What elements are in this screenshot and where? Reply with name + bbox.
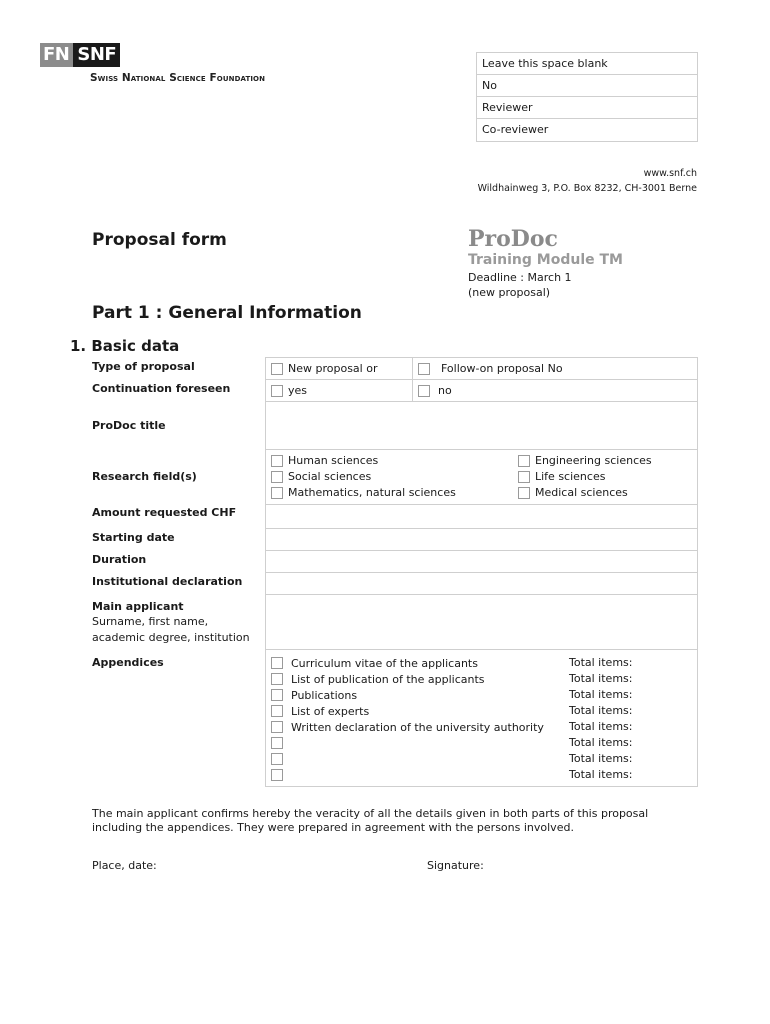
option-math-natural[interactable]: [271, 486, 456, 499]
label-continuation: Continuation foreseen: [92, 382, 231, 395]
label-appendices: Appendices: [92, 656, 164, 669]
label-duration: Duration: [92, 553, 147, 566]
checkbox-no[interactable]: [418, 385, 430, 397]
option-follow-on-label: Follow-on proposal No: [441, 362, 563, 375]
appendix-total-items: Total items:: [569, 656, 633, 669]
cell-no: [412, 379, 698, 402]
appendix-total-items: Total items:: [569, 736, 633, 749]
option-yes-label: yes: [288, 384, 308, 397]
appendix-item[interactable]: [271, 687, 357, 703]
office-row-no: No: [477, 75, 697, 97]
deadline-note: (new proposal): [468, 286, 551, 299]
logo-fn: FN: [40, 43, 73, 67]
logo-snf: SNF: [73, 43, 120, 67]
label-prodoc-title: ProDoc title: [92, 419, 166, 432]
logo-mark: [40, 43, 120, 67]
label-amount: Amount requested CHF: [92, 506, 237, 519]
confirmation-statement: The main applicant confirms hereby the veracity of all the details given in both parts of this proposal including the appendices. They were prepared in agreement with the persons involved.: [92, 807, 649, 834]
label-main-applicant-sub2: academic degree, institution: [92, 631, 250, 644]
appendix-checkbox[interactable]: [271, 657, 283, 669]
appendix-total-items: Total items:: [569, 688, 633, 701]
office-row-reviewer: Reviewer: [477, 97, 697, 119]
appendix-label: Written declaration of the university authority: [291, 720, 544, 734]
appendix-label: List of experts: [291, 704, 370, 718]
option-new-proposal[interactable]: [271, 362, 377, 375]
module-title: Training Module TM: [468, 252, 623, 268]
appendix-checkbox[interactable]: [271, 753, 283, 765]
checkbox-engineering-sciences[interactable]: [518, 455, 530, 467]
appendix-checkbox[interactable]: [271, 689, 283, 701]
appendix-checkbox[interactable]: [271, 673, 283, 685]
appendix-item[interactable]: [271, 767, 291, 783]
appendix-item[interactable]: [271, 751, 291, 767]
appendix-item[interactable]: [271, 735, 291, 751]
label-main-applicant: Main applicant: [92, 600, 184, 613]
appendix-total-items: Total items:: [569, 768, 633, 781]
checkbox-human-sciences[interactable]: [271, 455, 283, 467]
appendix-label: List of publication of the applicants: [291, 672, 485, 686]
website-link[interactable]: www.snf.ch: [643, 168, 697, 179]
appendix-total-items: Total items:: [569, 672, 633, 685]
checkbox-social-sciences[interactable]: [271, 471, 283, 483]
option-no[interactable]: [418, 384, 452, 397]
office-row-coreviewer: Co-reviewer: [482, 123, 549, 136]
form-title: Proposal form: [92, 230, 227, 250]
appendix-label: Publications: [291, 688, 358, 702]
postal-address: Wildhainweg 3, P.O. Box 8232, CH-3001 Berne: [477, 183, 697, 194]
option-medical-sciences-label: Medical sciences: [535, 486, 628, 499]
option-engineering-sciences-label: Engineering sciences: [535, 454, 652, 467]
option-math-natural-label: Mathematics, natural sciences: [288, 486, 456, 499]
option-engineering-sciences[interactable]: [518, 454, 652, 467]
appendix-total-items: Total items:: [569, 704, 633, 717]
option-life-sciences[interactable]: [518, 470, 605, 483]
appendix-item[interactable]: [271, 703, 369, 719]
checkbox-math-natural[interactable]: [271, 487, 283, 499]
deadline-text: Deadline : March 1: [468, 271, 572, 284]
option-human-sciences-label: Human sciences: [288, 454, 379, 467]
option-social-sciences-label: Social sciences: [288, 470, 372, 483]
appendix-checkbox[interactable]: [271, 705, 283, 717]
checkbox-life-sciences[interactable]: [518, 471, 530, 483]
logo-org-name: Swiss National Science Foundation: [90, 72, 266, 84]
appendix-item[interactable]: [271, 719, 544, 735]
option-yes[interactable]: [271, 384, 307, 397]
office-row-blank: Leave this space blank: [477, 53, 697, 75]
appendix-checkbox[interactable]: [271, 737, 283, 749]
program-title: ProDoc: [468, 226, 558, 252]
checkbox-yes[interactable]: [271, 385, 283, 397]
checkbox-new-proposal[interactable]: [271, 363, 283, 375]
label-main-applicant-sub1: Surname, first name,: [92, 615, 209, 628]
deadline: [468, 270, 572, 300]
option-follow-on[interactable]: [418, 362, 563, 375]
option-life-sciences-label: Life sciences: [535, 470, 606, 483]
checkbox-follow-on[interactable]: [418, 363, 430, 375]
option-no-label: no: [438, 384, 452, 397]
appendix-item[interactable]: [271, 655, 478, 671]
option-social-sciences[interactable]: [271, 470, 371, 483]
duration-field[interactable]: [265, 550, 698, 573]
section-title: 1. Basic data: [70, 337, 180, 355]
label-type-of-proposal: Type of proposal: [92, 360, 195, 373]
amount-field[interactable]: [265, 504, 698, 529]
option-medical-sciences[interactable]: [518, 486, 628, 499]
option-human-sciences[interactable]: [271, 454, 378, 467]
office-use-box: [476, 52, 698, 142]
checkbox-medical-sciences[interactable]: [518, 487, 530, 499]
signature-label: Signature:: [427, 859, 484, 872]
institutional-field[interactable]: [265, 572, 698, 595]
appendix-total-items: Total items:: [569, 720, 633, 733]
starting-date-field[interactable]: [265, 528, 698, 551]
appendix-item[interactable]: [271, 671, 485, 687]
appendix-checkbox[interactable]: [271, 721, 283, 733]
label-starting-date: Starting date: [92, 531, 175, 544]
main-applicant-field[interactable]: [265, 594, 698, 650]
appendix-label: Curriculum vitae of the applicants: [291, 656, 478, 670]
appendix-checkbox[interactable]: [271, 769, 283, 781]
place-date-label: Place, date:: [92, 859, 157, 872]
appendix-total-items: Total items:: [569, 752, 633, 765]
label-institutional: Institutional declaration: [92, 575, 243, 588]
option-new-proposal-label: New proposal or: [288, 362, 378, 375]
prodoc-title-field[interactable]: [265, 401, 698, 450]
label-research-fields: Research field(s): [92, 470, 197, 483]
snf-logo: [40, 43, 310, 88]
part-title: Part 1 : General Information: [92, 303, 362, 323]
